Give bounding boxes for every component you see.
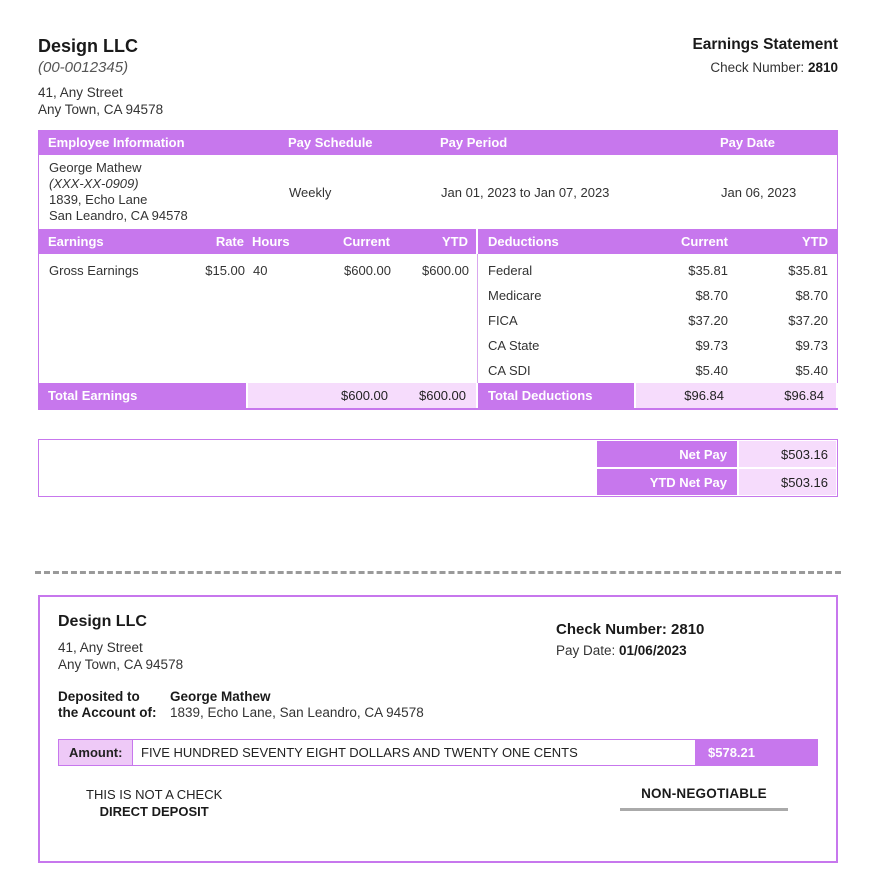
check-company-address-line2: Any Town, CA 94578 <box>58 657 184 672</box>
deduction-label: CA State <box>488 338 540 353</box>
col-pay-period: Pay Period <box>440 135 508 150</box>
amount-label: Amount: <box>59 740 133 765</box>
deduction-ytd: $35.81 <box>788 263 828 278</box>
col-earn-current: Current <box>343 234 390 249</box>
deduction-label: CA SDI <box>488 363 531 378</box>
deduction-ytd: $8.70 <box>795 288 828 303</box>
earnings-body <box>38 254 478 383</box>
deduction-current: $37.20 <box>688 313 728 328</box>
payee-block <box>170 689 424 721</box>
net-pay-row <box>597 441 836 467</box>
statement-title-block <box>692 36 838 118</box>
total-earnings-values <box>248 383 476 408</box>
deduction-row <box>478 283 837 308</box>
employee-name: George Mathew <box>49 160 142 175</box>
earnings-header-row <box>38 229 478 254</box>
earning-label: Gross Earnings <box>49 263 139 278</box>
earnings-deductions-table <box>38 229 838 410</box>
company-ein: (00-0012345) <box>38 59 129 76</box>
pay-date-value: Jan 06, 2023 <box>721 184 797 200</box>
non-negotiable-block <box>620 786 788 820</box>
col-pay-schedule: Pay Schedule <box>288 135 373 150</box>
employee-block <box>49 160 289 224</box>
deductions-header-row <box>478 229 838 254</box>
total-deductions-label: Total Deductions <box>476 383 636 408</box>
pay-period-value: Jan 01, 2023 to Jan 07, 2023 <box>441 184 610 200</box>
check-section <box>38 595 838 863</box>
earning-ytd: $600.00 <box>422 263 469 278</box>
totals-row <box>38 383 838 410</box>
deduction-row <box>478 308 837 333</box>
net-pay-box <box>38 439 838 497</box>
check-number-value: 2810 <box>807 60 838 75</box>
check-company-address-line1: 41, Any Street <box>58 640 143 655</box>
company-address-line2: Any Town, CA 94578 <box>38 102 164 117</box>
deduction-current: $35.81 <box>688 263 728 278</box>
check-company-block <box>58 613 183 673</box>
check-number-line: Check Number: 2810 <box>556 621 705 638</box>
deduction-ytd: $9.73 <box>795 338 828 353</box>
employee-info-body-row <box>38 155 838 229</box>
earnings-deductions-header <box>38 229 838 254</box>
deduction-current: $5.40 <box>695 363 728 378</box>
earnings-deductions-body <box>38 254 838 383</box>
payee-address: 1839, Echo Lane, San Leandro, CA 94578 <box>170 705 424 720</box>
earning-current: $600.00 <box>344 263 391 278</box>
tear-line-separator <box>35 571 841 574</box>
employee-info-header-row <box>38 130 838 155</box>
employee-address-line2: San Leandro, CA 94578 <box>49 208 188 223</box>
employee-ssn: (XXX-XX-0909) <box>49 176 139 191</box>
ytd-net-pay-value: $503.16 <box>739 469 836 495</box>
company-name: Design LLC <box>38 36 139 56</box>
not-a-check-note <box>86 786 222 820</box>
check-pay-date-value: 01/06/2023 <box>619 643 687 658</box>
non-negotiable-text: NON-NEGOTIABLE <box>641 786 767 801</box>
total-deductions-values <box>636 383 836 408</box>
col-rate: Rate <box>215 234 244 249</box>
ytd-net-pay-row <box>597 469 836 495</box>
statement-title: Earnings Statement <box>692 36 838 53</box>
company-block <box>38 36 163 118</box>
total-deductions-current: $96.84 <box>684 388 724 403</box>
deposited-to-row <box>58 689 818 721</box>
col-deductions: Deductions <box>488 234 559 249</box>
net-pay-label: Net Pay <box>597 441 737 467</box>
check-pay-date-label: Pay Date: <box>556 643 620 658</box>
total-earnings-label: Total Earnings <box>38 383 248 408</box>
check-number-line <box>692 60 838 75</box>
deductions-body <box>478 254 838 383</box>
total-earnings-ytd: $600.00 <box>419 388 466 403</box>
amount-in-words: FIVE HUNDRED SEVENTY EIGHT DOLLARS AND TWENTY ONE CENTS <box>133 740 696 765</box>
earnings-row <box>39 258 477 283</box>
col-earn-ytd: YTD <box>442 234 468 249</box>
deduction-current: $9.73 <box>695 338 728 353</box>
total-deductions-ytd: $96.84 <box>784 388 824 403</box>
company-address-line1: 41, Any Street <box>38 85 123 100</box>
deduction-ytd: $5.40 <box>795 363 828 378</box>
deduction-row <box>478 358 837 383</box>
deposited-to-label: Deposited to the Account of: <box>58 689 157 720</box>
col-ded-ytd: YTD <box>802 234 828 249</box>
col-pay-date: Pay Date <box>720 135 775 150</box>
earning-hours: 40 <box>253 263 268 278</box>
deduction-row <box>478 333 837 358</box>
deduction-ytd: $37.20 <box>788 313 828 328</box>
net-pay-value: $503.16 <box>739 441 836 467</box>
ytd-net-pay-label: YTD Net Pay <box>597 469 737 495</box>
payee-name: George Mathew <box>170 689 271 704</box>
check-info-block <box>556 613 818 673</box>
statement-header <box>38 0 838 118</box>
col-hours: Hours <box>252 234 290 249</box>
check-company-name: Design LLC <box>58 613 147 630</box>
deduction-current: $8.70 <box>695 288 728 303</box>
deduction-label: Federal <box>488 263 533 278</box>
direct-deposit-line: DIRECT DEPOSIT <box>99 804 209 819</box>
col-employee-information: Employee Information <box>48 135 185 150</box>
employee-address-line1: 1839, Echo Lane <box>49 192 148 207</box>
check-pay-date-line <box>556 643 818 658</box>
deduction-label: Medicare <box>488 288 542 303</box>
amount-strip <box>58 739 818 766</box>
deduction-label: FICA <box>488 313 518 328</box>
signature-line <box>620 808 788 811</box>
col-ded-current: Current <box>681 234 728 249</box>
earning-rate: $15.00 <box>205 263 245 278</box>
pay-schedule-value: Weekly <box>289 184 332 200</box>
amount-value: $578.21 <box>696 740 817 765</box>
total-earnings-current: $600.00 <box>341 388 388 403</box>
col-earnings: Earnings <box>48 234 104 249</box>
employee-info-table <box>38 130 838 229</box>
check-number-label: Check Number: <box>710 60 808 75</box>
not-a-check-line: THIS IS NOT A CHECK <box>86 787 223 802</box>
deduction-row <box>478 258 837 283</box>
